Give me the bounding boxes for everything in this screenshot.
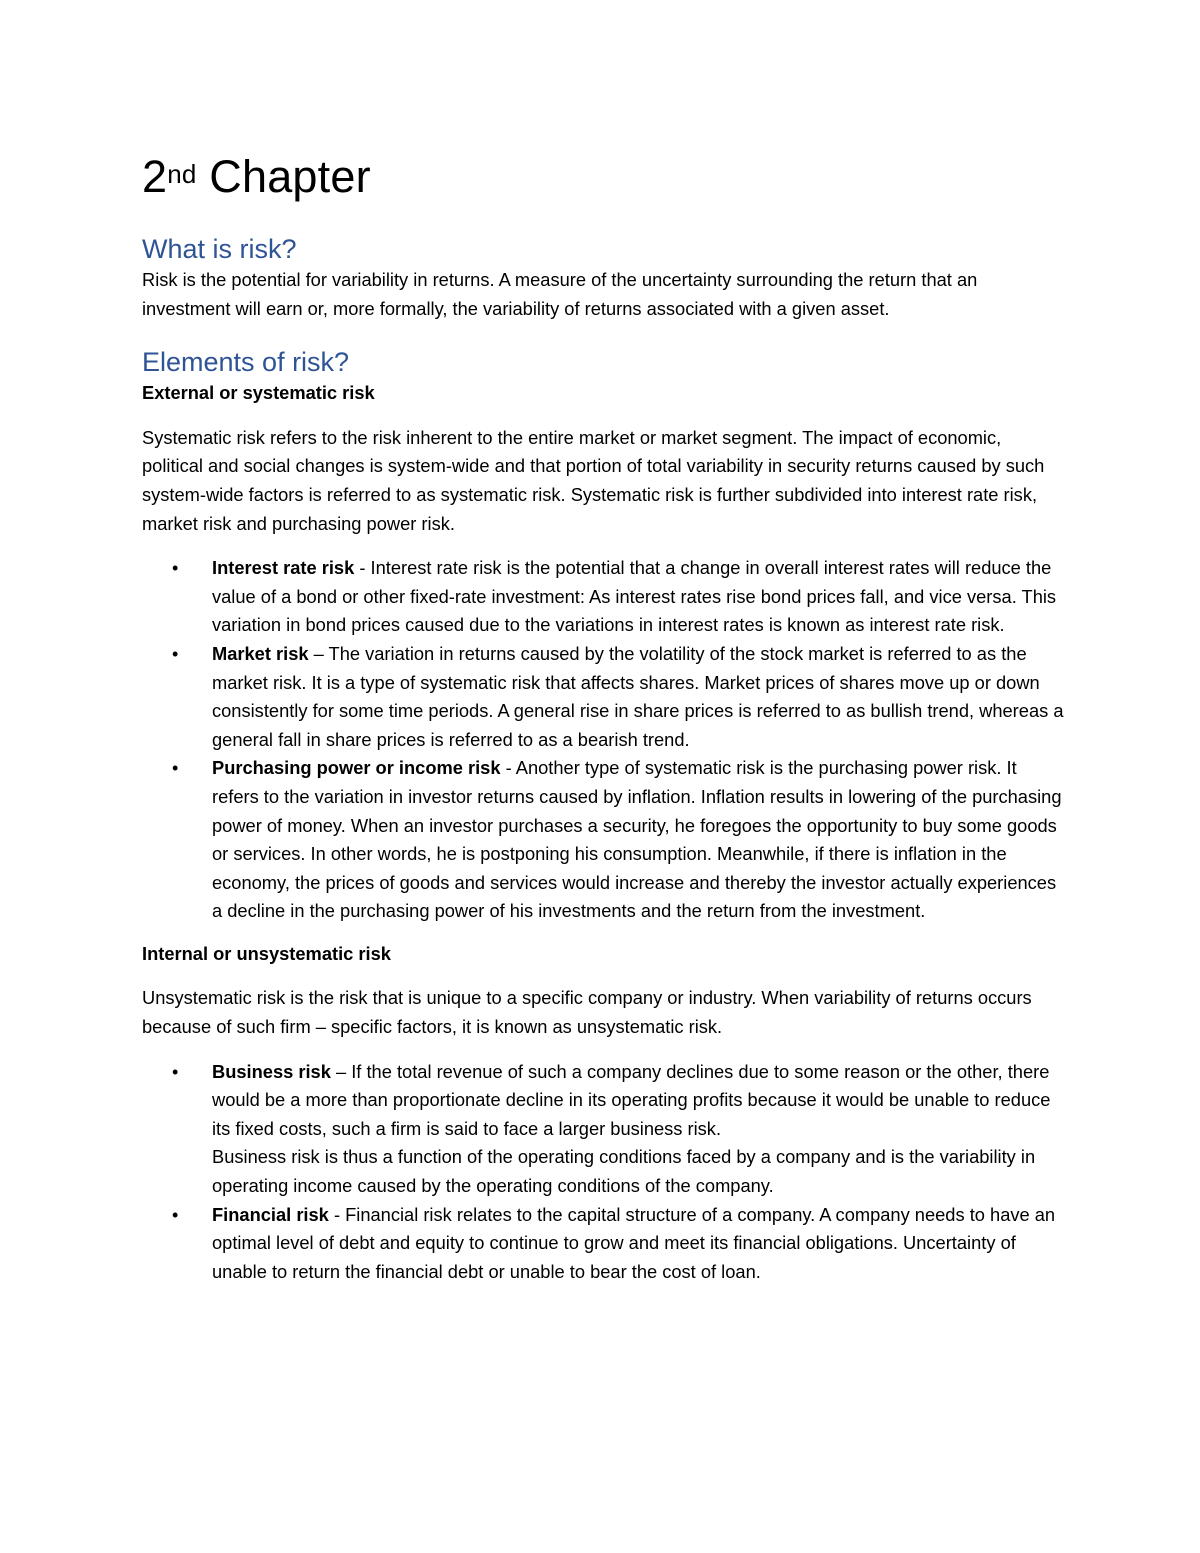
chapter-ordinal-suffix: nd	[167, 159, 197, 189]
business-risk-continuation: Business risk is thus a function of the operating conditions faced by a company and is the variability in operating income caused by the operating conditions of the company.	[212, 1146, 1036, 1197]
list-item-interest-rate-risk	[142, 554, 1067, 640]
chapter-title	[142, 148, 1067, 206]
subheading-external-risk: External or systematic risk	[142, 382, 375, 404]
heading-elements-of-risk: Elements of risk?	[142, 347, 350, 378]
bullet-icon: •	[172, 1204, 179, 1225]
term-business-risk: Business risk	[212, 1060, 331, 1082]
systematic-risk-list	[142, 554, 1067, 926]
systematic-risk-paragraph: Systematic risk refers to the risk inherent to the entire market or market segment. The impact of economic, political and social changes is system-wide and that portion of total variability in security returns caused by such system-wide factors is referred to as systematic risk. Systematic risk is further subdivided into interest rate risk, market risk and purchasing power risk.	[142, 426, 1045, 534]
list-item-financial-risk	[142, 1201, 1067, 1287]
term-separator: –	[330, 1060, 352, 1082]
definition-business-risk: If the total revenue of such a company declines due to some reason or the other, there would be a more than proportionate decline in its operating profits because it would be unable to reduce its fixed costs, such a firm is said to face a larger business risk.	[212, 1060, 1051, 1139]
document-body	[142, 148, 1067, 1286]
term-separator: –	[308, 642, 329, 664]
term-interest-rate-risk: Interest rate risk	[212, 557, 355, 579]
definition-purchasing-power-risk: Another type of systematic risk is the purchasing power risk. It refers to the variation in investor returns caused by inflation. Inflation results in lowering of the purchasing power of money. When an investor purchases a security, he foregoes the opportunity to buy some goods or services. In other words, he is postponing his consumption. Meanwhile, if there is inflation in the economy, the prices of goods and services would increase and thereby the investor actually experiences a decline in the purchasing power of his investments and the return from the investment.	[212, 757, 1062, 922]
list-item-purchasing-power-risk	[142, 754, 1067, 926]
chapter-title-text: Chapter	[196, 151, 371, 202]
chapter-number: 2	[142, 151, 168, 202]
list-item-market-risk	[142, 640, 1067, 754]
bullet-icon: •	[172, 558, 179, 579]
list-item-business-risk	[142, 1058, 1067, 1201]
term-separator: -	[500, 757, 516, 779]
term-separator: -	[354, 557, 371, 579]
term-market-risk: Market risk	[212, 642, 309, 664]
bullet-icon: •	[172, 643, 179, 664]
what-is-risk-paragraph: Risk is the potential for variability in returns. A measure of the uncertainty surrounding the return that an investment will earn or, more formally, the variability of returns associated with a given asset.	[142, 269, 978, 319]
bullet-icon: •	[172, 758, 179, 779]
term-financial-risk: Financial risk	[212, 1203, 329, 1225]
unsystematic-risk-list	[142, 1058, 1067, 1287]
term-purchasing-power-risk: Purchasing power or income risk	[212, 757, 501, 779]
subheading-internal-risk: Internal or unsystematic risk	[142, 942, 391, 964]
bullet-icon: •	[172, 1061, 179, 1082]
unsystematic-risk-paragraph: Unsystematic risk is the risk that is unique to a specific company or industry. When variability of returns occurs because of such firm – specific factors, it is known as unsystematic risk.	[142, 987, 1032, 1038]
definition-interest-rate-risk: Interest rate risk is the potential that a change in overall interest rates will reduce the value of a bond or other fixed-rate investment: As interest rates rise bond prices fall, and vice versa. This variation in bond prices caused due to the variations in interest rates is known as interest rate risk.	[212, 557, 1057, 636]
heading-what-is-risk: What is risk?	[142, 234, 297, 264]
term-separator: -	[328, 1203, 346, 1225]
definition-financial-risk: Financial risk relates to the capital structure of a company. A company needs to have an optimal level of debt and equity to continue to grow and meet its financial obligations. Uncertainty of unable to return the financial debt or unable to bear the cost of loan.	[212, 1203, 1056, 1282]
definition-market-risk: The variation in returns caused by the volatility of the stock market is referred to as the market risk. It is a type of systematic risk that affects shares. Market prices of shares move up or down consistently for some time periods. A general rise in share prices is referred to as bullish trend, whereas a general fall in share prices is referred to as a bearish trend.	[212, 642, 1064, 750]
